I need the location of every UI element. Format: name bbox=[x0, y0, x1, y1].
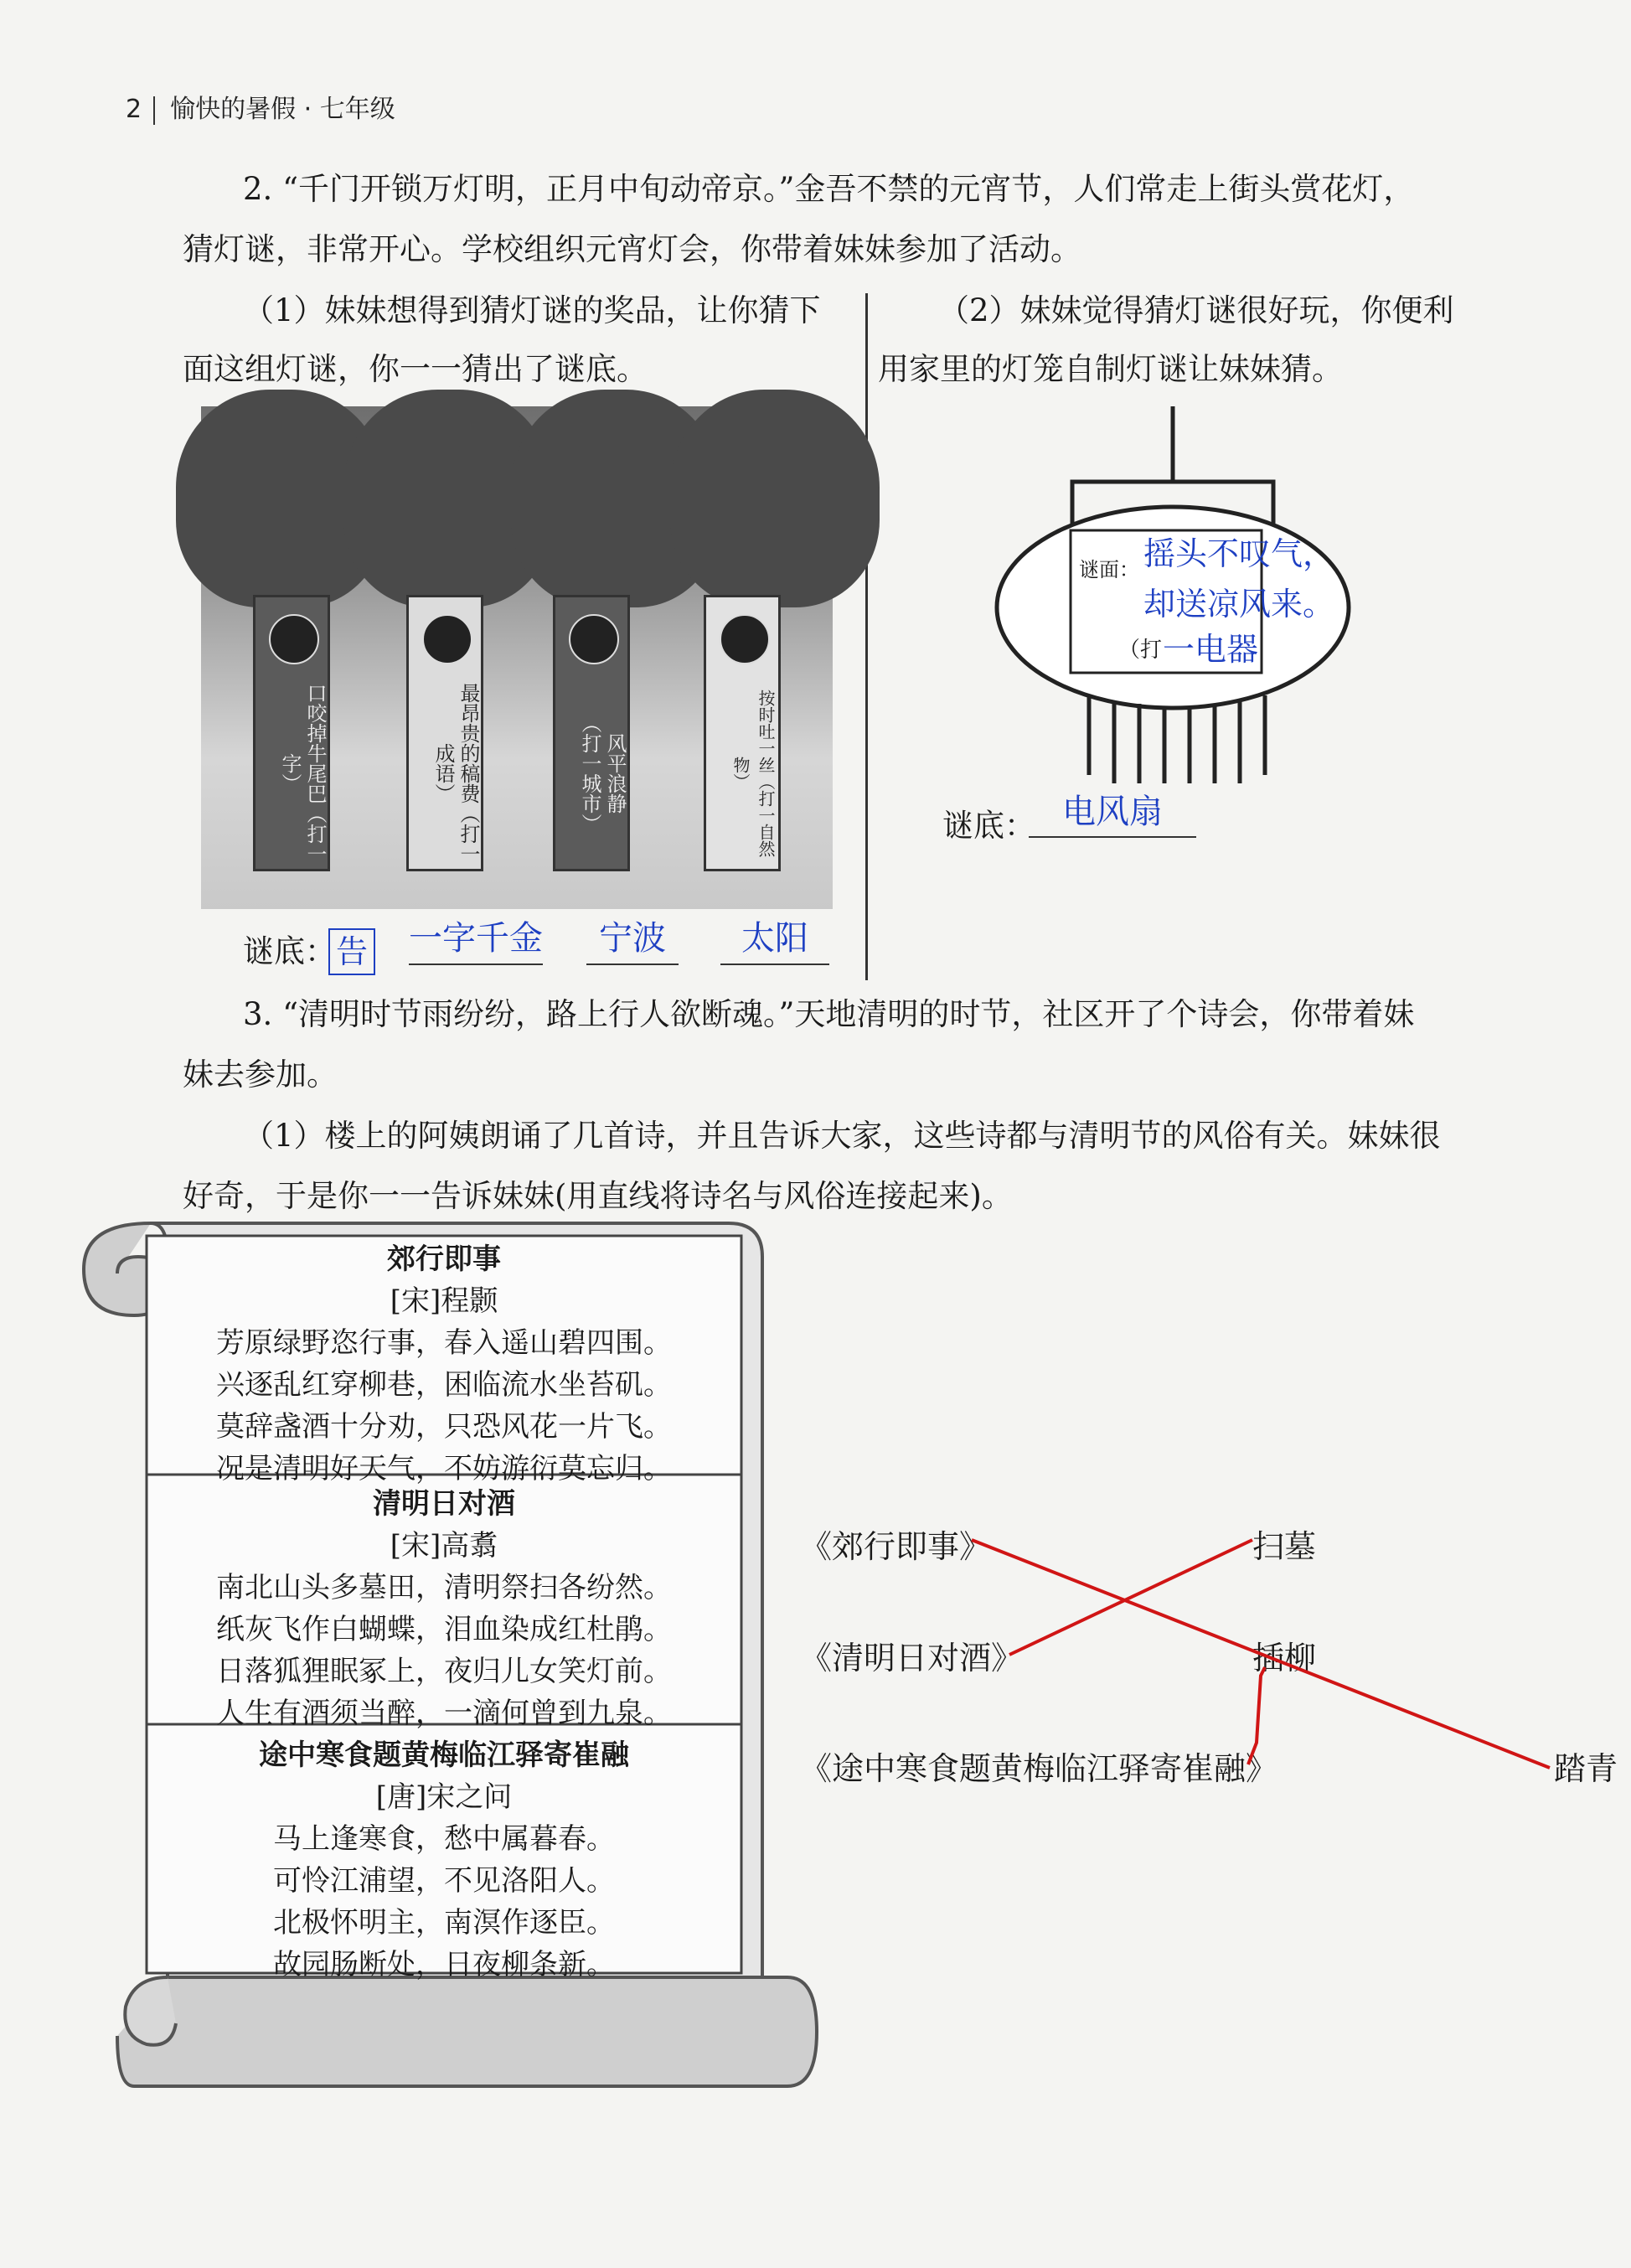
own-riddle-hint[interactable]: 一电器 bbox=[1163, 631, 1259, 668]
poem-line: 故园肠断处，日夜柳条新。 bbox=[273, 1948, 615, 1981]
match-line-3 bbox=[1248, 1667, 1265, 1764]
poem-line: 日落狐狸眠冢上，夜归儿女笑灯前。 bbox=[216, 1655, 672, 1688]
riddle-hint: （打一成语） bbox=[431, 742, 480, 864]
q3-intro-line2: 妹去参加。 bbox=[183, 1057, 338, 1093]
q3-intro-line1: 3. “清明时节雨纷纷，路上行人欲断魂。”天地清明的时节，社区开了个诗会，你带着妹 bbox=[243, 996, 1415, 1032]
poem-author: [唐]宋之问 bbox=[375, 1780, 513, 1814]
answer-2[interactable]: 一字千金 bbox=[409, 913, 543, 965]
poem-line: 莫辞盏酒十分劝，只恐风花一片飞。 bbox=[216, 1410, 672, 1444]
poem-line: 兴逐乱红穿柳巷，困临流水坐苔矶。 bbox=[216, 1368, 672, 1402]
poem-line: 北极怀明主，南溟作逐臣。 bbox=[273, 1906, 615, 1940]
match-left-1[interactable]: 《郊行即事》 bbox=[800, 1528, 992, 1565]
poem-line: 南北山头多墓田，清明祭扫各纷然。 bbox=[216, 1571, 672, 1604]
match-right-3[interactable]: 踏青 bbox=[1554, 1750, 1618, 1787]
answer-1[interactable]: 告 bbox=[328, 928, 375, 975]
own-riddle-line1[interactable]: 摇头不叹气， bbox=[1143, 535, 1335, 572]
riddle-text: 最昂贵的稿费 bbox=[457, 682, 480, 803]
poem-line: 纸灰飞作白蝴蝶，泪血染成红杜鹃。 bbox=[216, 1613, 672, 1646]
q2-intro-line2: 猜灯谜，非常开心。学校组织元宵灯会，你带着妹妹参加了活动。 bbox=[183, 231, 1081, 267]
answer-4[interactable]: 太阳 bbox=[720, 913, 829, 965]
q3-part1-line1: （1）楼上的阿姨朗诵了几首诗，并且告诉大家，这些诗都与清明节的风俗有关。妹妹很 bbox=[243, 1118, 1441, 1154]
answer-3[interactable]: 宁波 bbox=[586, 913, 679, 965]
poem-line: 况是清明好天气，不妨游衍莫忘归。 bbox=[216, 1452, 672, 1485]
match-right-2[interactable]: 插柳 bbox=[1252, 1640, 1317, 1676]
match-left-2[interactable]: 《清明日对酒》 bbox=[800, 1640, 1024, 1676]
poem-author: [宋]高翥 bbox=[390, 1529, 498, 1563]
q2-part1-line2: 面这组灯谜，你一一猜出了谜底。 bbox=[183, 351, 648, 387]
match-left-3[interactable]: 《途中寒食题黄梅临江驿寄崔融》 bbox=[800, 1750, 1278, 1787]
riddle-text: 风平浪静 bbox=[603, 732, 627, 814]
poem-line: 人生有酒须当醉，一滴何曾到九泉。 bbox=[216, 1697, 672, 1730]
book-title: 愉快的暑假 · 七年级 bbox=[170, 95, 395, 124]
q3-part1-line2: 好奇，于是你一一告诉妹妹(用直线将诗名与风俗连接起来)。 bbox=[183, 1178, 1013, 1214]
riddle-text: 按时吐一丝 bbox=[756, 689, 776, 773]
match-line-1 bbox=[972, 1540, 1550, 1768]
page-number: 2 bbox=[126, 95, 142, 124]
poem-author: [宋]程颢 bbox=[390, 1284, 498, 1318]
poem-line: 可怜江浦望，不见洛阳人。 bbox=[273, 1864, 615, 1898]
own-answer[interactable]: 电风扇 bbox=[1029, 788, 1196, 838]
q2-part2-line1: （2）妹妹觉得猜灯谜很好玩，你便利 bbox=[938, 292, 1454, 328]
poem-title: 郊行即事 bbox=[387, 1242, 501, 1276]
riddle-hint: （打一字） bbox=[278, 752, 327, 864]
riddle-hint: （打一自然物） bbox=[730, 756, 776, 857]
own-answer-label: 谜底： bbox=[942, 808, 1035, 844]
riddle-hint: （打一城市） bbox=[578, 712, 601, 834]
match-right-1[interactable]: 扫墓 bbox=[1252, 1528, 1317, 1565]
answer-label: 谜底： bbox=[243, 933, 336, 969]
own-riddle-line2[interactable]: 却送凉风来。 bbox=[1143, 586, 1335, 623]
own-riddle-hint-prefix: （打 bbox=[1118, 638, 1163, 663]
poem-line: 马上逢寒食，愁中属暮春。 bbox=[273, 1822, 615, 1856]
poem-title: 途中寒食题黄梅临江驿寄崔融 bbox=[259, 1738, 629, 1772]
poem-line: 芳原绿野恣行事，春入遥山碧四围。 bbox=[216, 1326, 672, 1360]
q2-part2-line2: 用家里的灯笼自制灯谜让妹妹猜。 bbox=[878, 351, 1343, 387]
q2-intro-line1: 2. “千门开锁万灯明，正月中旬动帝京。”金吾不禁的元宵节，人们常走上街头赏花灯， bbox=[243, 171, 1415, 207]
poem-title: 清明日对酒 bbox=[373, 1487, 515, 1521]
q2-part1-line1: （1）妹妹想得到猜灯谜的奖品，让你猜下 bbox=[243, 292, 821, 328]
riddle-text: 口咬掉牛尾巴 bbox=[303, 682, 327, 803]
own-riddle-label: 谜面： bbox=[1079, 558, 1139, 581]
